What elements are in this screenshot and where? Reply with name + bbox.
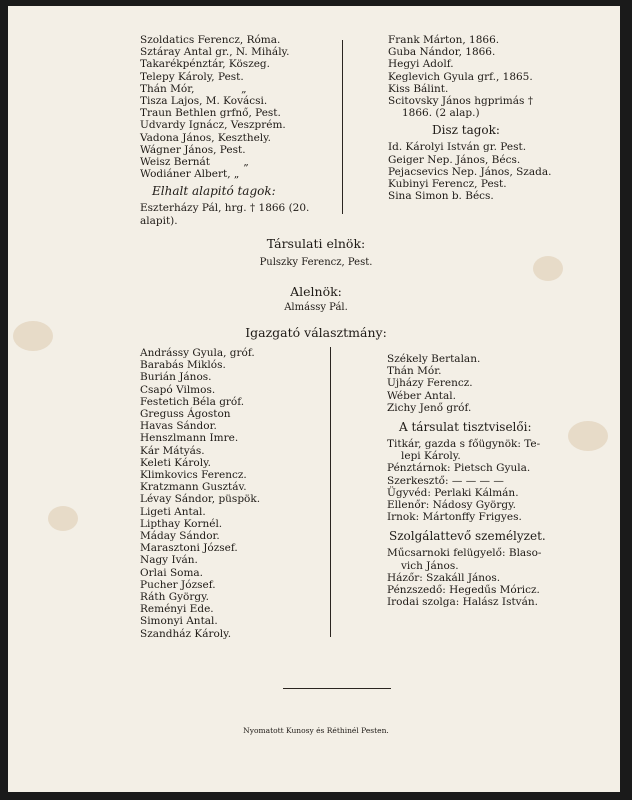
founding-members-right [388, 34, 551, 202]
deceased-line: alapit). [140, 214, 178, 227]
official-line: Titkár, gazda s főügynök: Te- [387, 438, 541, 451]
ditto-mark: „ [241, 82, 247, 95]
member-line: Udvardy Ignácz, Veszprém. [140, 119, 286, 132]
deceased-heading: Elhalt alapitó tagok: [152, 184, 276, 199]
board-member: Barabás Miklós. [140, 359, 226, 372]
member-line: 1866. (2 alap.) [402, 107, 480, 120]
official-line: Ellenőr: Nádosy György. [387, 499, 516, 512]
ditto-mark: „ [243, 156, 249, 169]
board-member: Ráth György. [140, 591, 209, 604]
member-line: Weisz Bernát „ [140, 156, 249, 169]
board-heading: Igazgató választmány: [245, 325, 387, 340]
honorary-heading: Disz tagok: [432, 123, 500, 138]
member-line: Sztáray Antal gr., N. Mihály. [140, 46, 290, 59]
footer-rule [283, 688, 391, 689]
board-member: Kratzmann Gusztáv. [140, 481, 247, 494]
honorary-member: Kubinyi Ferencz, Pest. [388, 178, 507, 191]
member-line: Thán Mór, „ [140, 82, 247, 95]
board-member: Klimkovics Ferencz. [140, 469, 247, 482]
column-divider [342, 40, 343, 214]
officials-heading: A társulat tisztviselői: [399, 420, 532, 435]
vice-president-heading: Alelnök: [290, 284, 342, 299]
board-member: Ligeti Antal. [140, 505, 206, 518]
board-member: Lipthay Kornél. [140, 517, 223, 530]
board-member: Kár Mátyás. [140, 444, 205, 457]
honorary-member: Pejacsevics Nep. János, Szada. [388, 165, 552, 178]
board-members-right [387, 353, 546, 608]
member-line: Wodiáner Albert, „ [140, 168, 240, 181]
honorary-member: Sina Simon b. Bécs. [388, 190, 494, 203]
member-line: Szoldatics Ferencz, Róma. [140, 34, 281, 46]
board-member: Marasztoni József. [140, 542, 238, 555]
board-member: Reményi Ede. [140, 603, 214, 616]
board-member: Festetich Béla gróf. [140, 395, 245, 408]
board-member: Henszlmann Imre. [140, 432, 239, 445]
staff-line: Műcsarnoki felügyelő: Blaso- [387, 547, 542, 560]
staff-heading: Szolgálattevő személyzet. [389, 529, 546, 544]
board-member: Andrássy Gyula, gróf. [140, 347, 255, 359]
honorary-member: Geiger Nep. János, Bécs. [388, 153, 521, 166]
board-member: Nagy Iván. [140, 554, 198, 567]
staff-line: Irodai szolga: Halász István. [387, 596, 538, 609]
board-member: Thán Mór. [387, 365, 442, 378]
staff-line: Házőr: Szakáll János. [387, 571, 501, 584]
staff-line: vich János. [401, 559, 459, 572]
member-line: Vadona János, Keszthely. [140, 131, 272, 144]
official-line: Irnok: Mártonffy Frigyes. [387, 511, 522, 524]
board-member: Wéber Antal. [387, 389, 456, 402]
official-line: Pénztárnok: Pietsch Gyula. [387, 462, 531, 475]
member-line: Traun Bethlen grfnő, Pest. [140, 107, 281, 120]
member-line: Wágner János, Pest. [140, 143, 246, 156]
board-members-left [140, 347, 260, 640]
member-line: Frank Márton, 1866. [388, 34, 500, 46]
printer-footer: Nyomatott Kunosy és Réthinél Pesten. [243, 726, 389, 735]
column-divider [330, 347, 331, 637]
official-line: lepi Károly. [401, 450, 461, 463]
staff-line: Pénzszedő: Hegedűs Móricz. [387, 584, 540, 597]
board-member: Székely Bertalan. [387, 353, 481, 365]
board-member: Szandház Károly. [140, 627, 232, 640]
founding-members-left [140, 34, 309, 227]
board-member: Burián János. [140, 371, 212, 384]
board-member: Pucher József. [140, 578, 216, 591]
member-line: Scitovsky János hgprimás † [388, 95, 533, 108]
board-member: Simonyi Antal. [140, 615, 218, 628]
board-member: Keleti Károly. [140, 456, 211, 469]
board-member: Orlai Soma. [140, 566, 204, 579]
board-member: Lévay Sándor, püspök. [140, 493, 261, 506]
member-line: Guba Nándor, 1866. [388, 46, 496, 59]
member-line: Keglevich Gyula grf., 1865. [388, 70, 533, 83]
ditto-mark: „ [233, 168, 240, 181]
vice-president-name: Almássy Pál. [284, 302, 348, 313]
member-line: Telepy Károly, Pest. [140, 70, 244, 83]
official-line: Ügyvéd: Perlaki Kálmán. [387, 486, 519, 499]
president-name: Pulszky Ferencz, Pest. [259, 257, 373, 268]
president-heading: Társulati elnök: [266, 236, 366, 251]
honorary-member: Id. Károlyi István gr. Pest. [388, 141, 527, 154]
member-line: Kiss Bálint. [388, 82, 449, 95]
member-line: Takarékpénztár, Köszeg. [140, 58, 270, 71]
member-line: Hegyi Adolf. [388, 58, 454, 71]
board-member: Havas Sándor. [140, 420, 217, 433]
board-member: Ujházy Ferencz. [387, 377, 473, 390]
board-member: Zichy Jenő gróf. [387, 401, 472, 414]
official-line: Szerkesztő: — — — — [387, 474, 504, 487]
board-member: Máday Sándor. [140, 530, 220, 543]
board-member: Csapó Vilmos. [140, 383, 216, 396]
deceased-line: Eszterházy Pál, hrg. † 1866 (20. [140, 202, 310, 215]
member-line: Tisza Lajos, M. Kovácsi. [140, 95, 268, 108]
board-member: Greguss Ágoston [140, 408, 231, 421]
